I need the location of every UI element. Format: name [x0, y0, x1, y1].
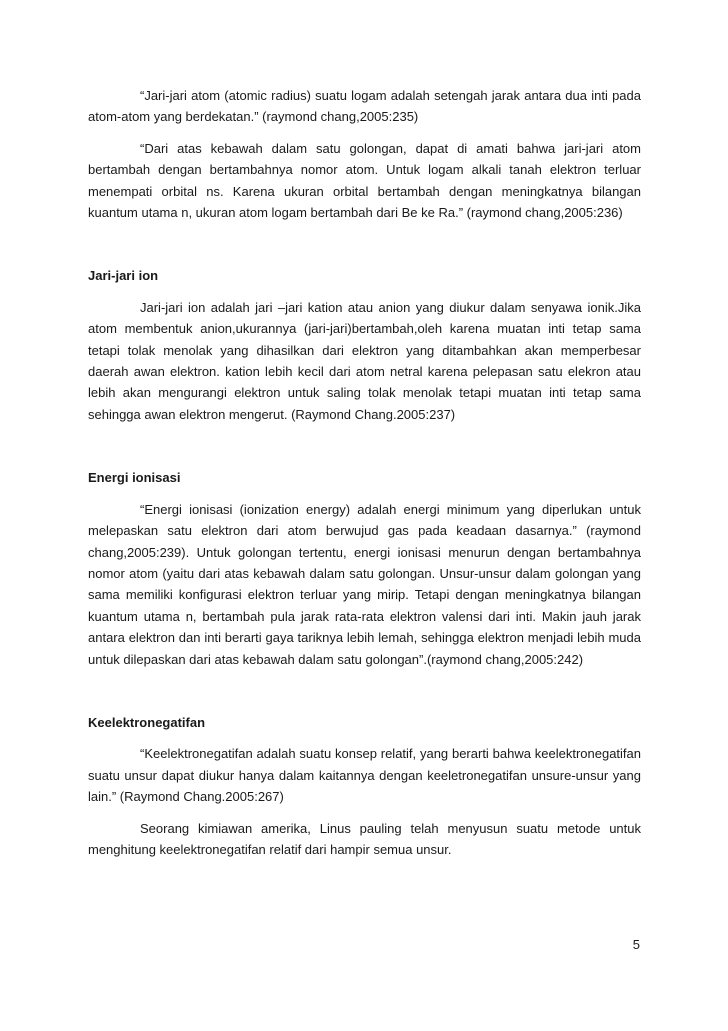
paragraph-ionization-energy: “Energi ionisasi (ionization energy) adalah energi minimum yang diperlukan untuk melepaskan satu elektron dari atom berwujud gas pada keadaan dasarnya.” (raymond chang,2005:239). Untuk golongan tertentu, energi ionisasi menurun dengan bertambahnya nomor atom (yaitu dari atas kebawah dalam satu golongan. Unsur-unsur dalam golongan yang sama memiliki konfigurasi elektron terluar yang mirip. Tetapi dengan meningkatnya bilangan kuantum utama n, bertambah pula jarak rata-rata elektron valensi dari inti. Makin jauh jarak antara elektron dan inti berarti gaya tariknya lebih lemah, sehingga elektron menjadi lebih muda untuk dilepaskan dari atas kebawah dalam satu golongan”.(raymond chang,2005:242)	[88, 501, 641, 667]
paragraph-electronegativity-definition: “Keelektronegatifan adalah suatu konsep relatif, yang berarti bahwa keelektronegatifan suatu unsur dapat diukur hanya dalam kaitannya dengan keeletronegatifan unsure-unsur yang lain.” (Raymond Chang.2005:267)	[88, 746, 641, 805]
paragraph-ionic-radius: Jari-jari ion adalah jari –jari kation atau anion yang diukur dalam senyawa ionik.Jika atom membentuk anion,ukurannya (jari-jari)bertambah,oleh karena muatan inti tetap sama tetapi tolak menolak yang dihasilkan dari elektron yang ditambahkan akan memperbesar daerah awan elektron. kation lebih kecil dari atom netral karena pelepasan satu elekron atau lebih akan mengurangi elektron untuk saling tolak menolak tetapi muatan inti tetap sama sehingga awan elektron mengerut. (Raymond Chang.2005:237)	[88, 299, 641, 422]
page-content	[88, 85, 641, 860]
page-number: 5	[632, 937, 640, 952]
paragraph-atomic-radius-trend: “Dari atas kebawah dalam satu golongan, dapat di amati bahwa jari-jari atom bertambah dengan bertambahnya nomor atom. Untuk logam alkali tanah elektron terluar menempati orbital ns. Karena ukuran orbital bertambah dengan meningkatnya bilangan kuantum utama n, ukuran atom logam bertambah dari Be ke Ra.” (raymond chang,2005:236)	[88, 140, 641, 221]
paragraph-linus-pauling: Seorang kimiawan amerika, Linus pauling telah menyusun suatu metode untuk menghitung keelektronegatifan relatif dari hampir semua unsur.	[88, 820, 641, 857]
section-heading-electronegativity: Keelektronegatifan	[88, 714, 206, 730]
section-heading-ionic-radius: Jari-jari ion	[88, 268, 159, 284]
paragraph-atomic-radius-definition: “Jari-jari atom (atomic radius) suatu logam adalah setengah jarak antara dua inti pada atom-atom yang berdekatan.” (raymond chang,2005:235)	[88, 88, 641, 125]
section-heading-ionization-energy: Energi ionisasi	[88, 470, 181, 486]
